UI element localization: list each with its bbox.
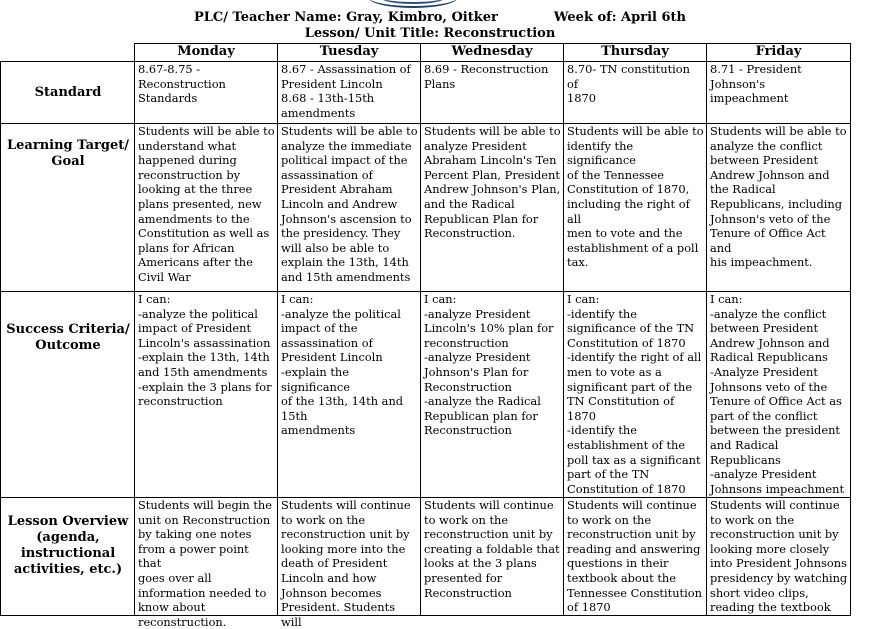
cell-learning-target-wednesday: Students will be able to analyze President Abraham Lincoln's Ten Percent Plan, President Andrew Johnson's Plan, and the Radical Republican Plan for Reconstruction. <box>421 124 564 292</box>
cell-standard-tuesday: 8.67 - Assassination of President Lincoln 8.68 - 13th-15th amendments <box>278 62 421 124</box>
plc-teacher-name: PLC/ Teacher Name: Gray, Kimbro, Oitker <box>193 10 498 25</box>
cell-lesson-overview-thursday: Students will continue to work on the reconstruction unit by reading and answering questions in their textbook about the Tennessee Constitution of 1870 <box>564 498 707 616</box>
cell-learning-target-friday: Students will be able to analyze the conflict between President Andrew Johnson and the Radical Republicans, including Johnson's veto of the Tenure of Office Act and his impeachment. <box>707 124 851 292</box>
day-wednesday: Wednesday <box>421 44 564 62</box>
cell-success-criteria-tuesday: I can: -analyze the political impact of the assassination of President Lincoln -explain the significance of the 13th, 14th and 15th amendments <box>278 292 421 498</box>
cell-success-criteria-monday: I can: -analyze the political impact of President Lincoln's assassination -explain the 13th, 14th and 15th amendments -explain the 3 plans for reconstruction <box>135 292 278 498</box>
cell-standard-monday: 8.67-8.75 - Reconstruction Standards <box>135 62 278 124</box>
cell-lesson-overview-tuesday: Students will continue to work on the reconstruction unit by looking more into the death of President Lincoln and how Johnson becomes President. Students will <box>278 498 421 616</box>
cell-standard-wednesday: 8.69 - Reconstruction Plans <box>421 62 564 124</box>
row-lesson-overview <box>1 498 851 616</box>
corner-cell <box>1 44 135 62</box>
cell-success-criteria-thursday: I can: -identify the significance of the TN Constitution of 1870 -identify the right of all men to vote as a significant part of the TN Constitution of 1870 -identify the establishment of the poll tax as a significant part of the TN Constitution of 1870 <box>564 292 707 498</box>
cell-learning-target-thursday: Students will be able to identify the significance of the Tennessee Constitution of 1870, including the right of all men to vote and the establishment of a poll tax. <box>564 124 707 292</box>
cell-learning-target-monday: Students will be able to understand what happened during reconstruction by looking at the three plans presented, new amendments to the Constitution as well as plans for African Americans after the Civil War <box>135 124 278 292</box>
row-label-success-criteria: Success Criteria/ Outcome <box>1 292 135 498</box>
lesson-plan-table <box>0 43 851 629</box>
cell-learning-target-tuesday: Students will be able to analyze the immediate political impact of the assassination of President Abraham Lincoln and Andrew Johnson's ascension to the presidency. They will also be able to explain the 13th, 14th and 15th amendments <box>278 124 421 292</box>
row-label-lesson-overview: Lesson Overview (agenda, instructional activities, etc.) <box>1 498 135 616</box>
cell-success-criteria-wednesday: I can: -analyze President Lincoln's 10% plan for reconstruction -analyze President Johnson's Plan for Reconstruction -analyze the Radical Republican plan for Reconstruction <box>421 292 564 498</box>
lesson-title: Lesson/ Unit Title: Reconstruction <box>304 26 556 41</box>
row-label-standard: Standard <box>1 62 135 124</box>
day-thursday: Thursday <box>564 44 707 62</box>
row-standard <box>1 62 851 124</box>
day-header-row <box>1 44 851 62</box>
day-friday: Friday <box>707 44 851 62</box>
day-tuesday: Tuesday <box>278 44 421 62</box>
cell-lesson-overview-friday: Students will continue to work on the reconstruction unit by looking more closely into President Johnsons presidency by watching short video clips, reading the textbook <box>707 498 851 616</box>
cell-lesson-overview-wednesday: Students will continue to work on the reconstruction unit by creating a foldable that looks at the 3 plans presented for Reconstruction <box>421 498 564 616</box>
row-success-criteria <box>1 292 851 498</box>
cell-standard-friday: 8.71 - President Johnson's impeachment <box>707 62 851 124</box>
header-line <box>0 10 880 25</box>
week-of: Week of: April 6th <box>553 10 686 25</box>
cell-lesson-overview-monday: Students will begin the unit on Reconstruction by taking one notes from a power point that goes over all information needed to know about reconstruction. <box>135 498 278 616</box>
row-learning-target <box>1 124 851 292</box>
cell-standard-thursday: 8.70- TN constitution of 1870 <box>564 62 707 124</box>
cell-success-criteria-friday: I can: -analyze the conflict between President Andrew Johnson and Radical Republicans -Analyze President Johnsons veto of the Tenure of Office Act as part of the conflict between the president and Radical Republicans -analyze President Johnsons impeachment <box>707 292 851 498</box>
row-label-learning-target: Learning Target/ Goal <box>1 124 135 292</box>
day-monday: Monday <box>135 44 278 62</box>
